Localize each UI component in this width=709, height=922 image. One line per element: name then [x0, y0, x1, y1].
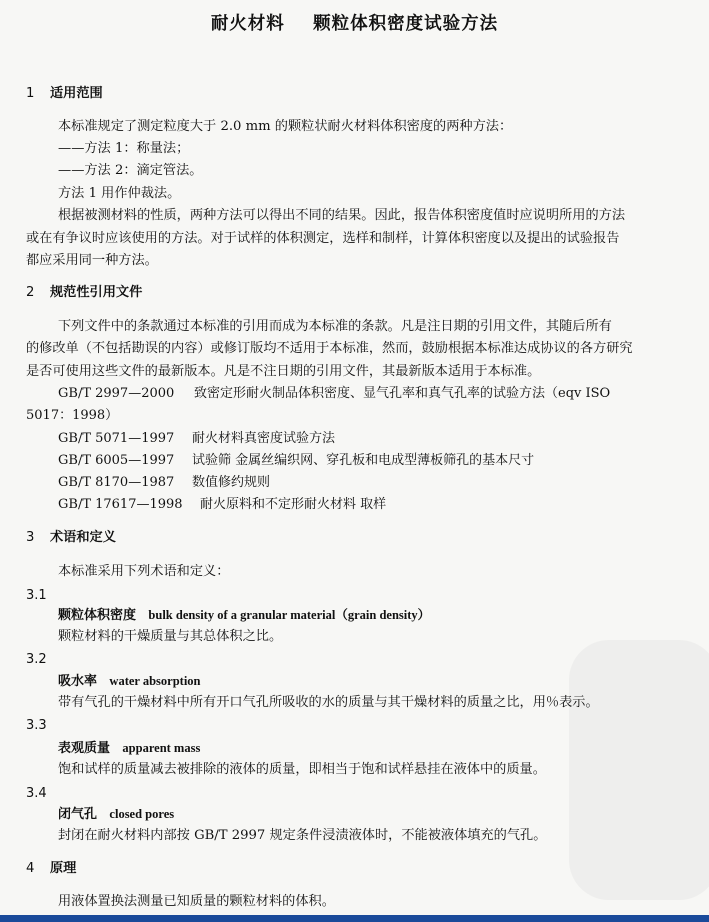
reference-title: 致密定形耐火制品体积密度、显气孔率和真气孔率的试验方法（eqv ISO [194, 386, 611, 401]
reference-code: GB/T 6005—1997 [58, 453, 175, 468]
reference-code: GB/T 5071—1997 [58, 431, 175, 446]
reference-continuation: 5017：1998） [26, 408, 119, 423]
term-zh: 闭气孔 [58, 807, 98, 822]
section-3-heading [26, 529, 116, 547]
s2-line: 下列文件中的条款通过本标准的引用而成为本标准的条款。凡是注日期的引用文件，其随后所有 [58, 319, 612, 334]
term-en: closed pores [109, 807, 175, 821]
section-1-heading [26, 85, 103, 103]
watermark-stamp [569, 640, 709, 900]
section-2-title: 规范性引用文件 [50, 285, 143, 300]
term-en: bulk density of a granular material（grain density） [148, 608, 431, 622]
term-definition: 封闭在耐火材料内部按 GB/T 2997 规定条件浸渍液体时，不能被液体填充的气孔。 [58, 828, 547, 843]
term-zh: 吸水率 [58, 674, 98, 689]
reference-code: GB/T 2997—2000 [58, 386, 175, 401]
clause-number: 3.4 [26, 786, 47, 801]
s1-line: 都应采用同一种方法。 [26, 253, 158, 268]
term-zh: 表观质量 [58, 741, 111, 756]
term-en: water absorption [109, 674, 201, 688]
section-1-number: 1 [26, 86, 35, 101]
s4-text: 用液体置换法测量已知质量的颗粒材料的体积。 [58, 894, 335, 909]
reference-item [58, 452, 534, 470]
s2-line: 是否可使用这些文件的最新版本。凡是不注日期的引用文件，其最新版本适用于本标准。 [26, 364, 541, 379]
section-2-heading [26, 284, 142, 302]
clause-number: 3.3 [26, 718, 47, 733]
term-definition: 带有气孔的干燥材料中所有开口气孔所吸收的水的质量与其干燥材料的质量之比，用％表示。 [58, 695, 599, 710]
reference-item [58, 496, 386, 514]
s1-line: ——方法 1：称量法； [58, 141, 190, 156]
term-entry [58, 739, 200, 758]
s1-line: ——方法 2：滴定管法。 [58, 163, 203, 178]
bottom-taskbar-strip [0, 915, 709, 922]
reference-code: GB/T 17617—1998 [58, 497, 183, 512]
term-definition: 饱和试样的质量减去被排除的液体的质量，即相当于饱和试样悬挂在液体中的质量。 [58, 762, 546, 777]
s1-line: 方法 1 用作仲裁法。 [58, 186, 181, 201]
clause-number: 3.1 [26, 588, 47, 603]
section-4-number: 4 [26, 861, 35, 876]
term-definition: 颗粒材料的干燥质量与其总体积之比。 [58, 629, 283, 644]
term-entry [58, 672, 201, 691]
clause-number: 3.2 [26, 652, 47, 667]
section-4-heading [26, 860, 76, 878]
reference-title: 耐火原料和不定形耐火材料 取样 [200, 497, 387, 512]
reference-title: 耐火材料真密度试验方法 [192, 431, 336, 446]
section-1-title: 适用范围 [50, 86, 103, 101]
section-2-number: 2 [26, 285, 35, 300]
s1-line: 本标准规定了测定粒度大于 2.0 mm 的颗粒状耐火材料体积密度的两种方法： [58, 119, 513, 134]
s1-line: 根据被测材料的性质，两种方法可以得出不同的结果。因此，报告体积密度值时应说明所用的方法 [58, 208, 626, 223]
term-en: apparent mass [122, 741, 201, 755]
reference-item [58, 474, 270, 492]
reference-item [58, 430, 335, 448]
section-4-title: 原理 [50, 861, 77, 876]
reference-item [58, 385, 610, 403]
term-entry [58, 805, 174, 824]
s1-line: 或在有争议时应该使用的方法。对于试样的体积测定，选样和制样，计算体积密度以及提出的试验报告 [26, 231, 620, 246]
reference-title: 数值修约规则 [192, 475, 271, 490]
section-3-number: 3 [26, 530, 35, 545]
reference-code: GB/T 8170—1987 [58, 475, 175, 490]
document-title: 耐火材料 颗粒体积密度试验方法 [210, 14, 499, 34]
reference-title: 试验筛 金属丝编织网、穿孔板和电成型薄板筛孔的基本尺寸 [192, 453, 535, 468]
s2-line: 的修改单（不包括勘误的内容）或修订版均不适用于本标准，然而，鼓励根据本标准达成协议的各方研究 [26, 341, 633, 356]
term-entry [58, 606, 430, 625]
s3-intro: 本标准采用下列术语和定义： [58, 564, 230, 579]
section-3-title: 术语和定义 [50, 530, 116, 545]
term-zh: 颗粒体积密度 [58, 608, 137, 623]
